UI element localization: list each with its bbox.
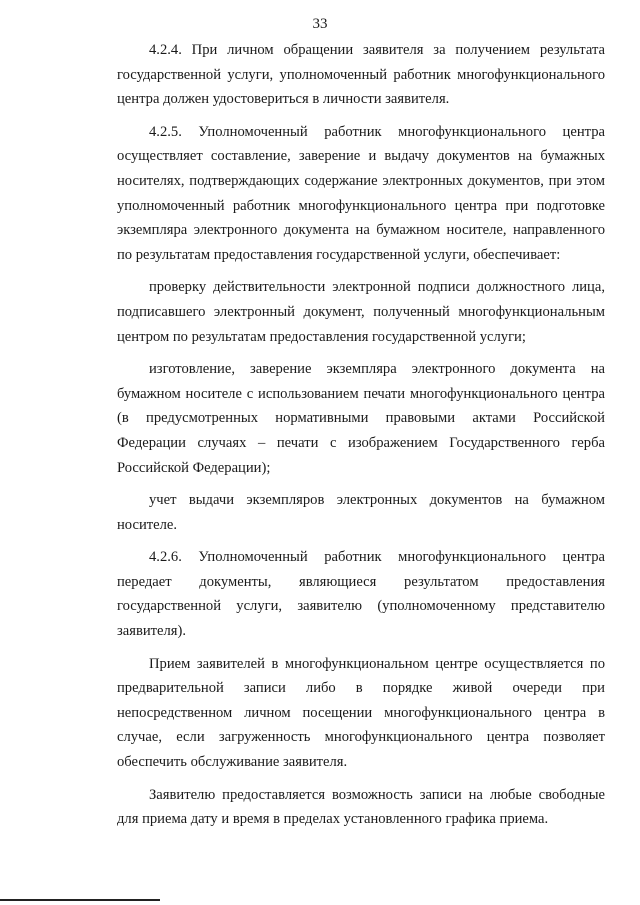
page-number: 33 [312, 16, 328, 32]
paragraph-reception: Прием заявителей в многофункциональном центре осуществляется по предварительной записи либо в порядке живой очереди при непосредственном личном посещении многофункционального центра в случае, если загруженность многофункционального центра позволяет обеспечить обслуживание заявителя. [117, 655, 605, 771]
paragraph-4-2-4: 4.2.4. При личном обращении заявителя за получением результата государственной услуги, уполномоченный работник многофункционального центра должен удостовериться в личности заявителя. [117, 42, 605, 108]
paragraph-4-2-5: 4.2.5. Уполномоченный работник многофункционального центра осуществляет составление, заверение и выдачу документов на бумажных носителях, подтверждающих содержание электронных документов, при этом уполномоченный работник многофункционального центра при подготовке экземпляра электронного документа на бумажном носителе, направленного по результатам предоставления государственной услуги, обеспечивает: [117, 123, 605, 263]
footer-rule [0, 899, 160, 901]
document-body [117, 38, 605, 832]
paragraph-signature-check: проверку действительности электронной подписи должностного лица, подписавшего электронный документ, полученный многофункциональным центром по результатам предоставления государственной услуги; [117, 279, 605, 345]
paragraph-copy-production: изготовление, заверение экземпляра электронного документа на бумажном носителе с использованием печати многофункционального центра (в предусмотренных нормативными правовыми актами Российской Федерации случаях – печати с изображением Государственного герба Российской Федерации); [117, 361, 605, 476]
paragraph-4-2-6: 4.2.6. Уполномоченный работник многофункционального центра передает документы, являющиеся результатом предоставления государственной услуги, заявителю (уполномоченному представителю заявителя). [117, 549, 605, 640]
paragraph-appointment: Заявителю предоставляется возможность записи на любые свободные для приема дату и время в пределах установленного графика приема. [117, 786, 605, 828]
paragraph-copy-accounting: учет выдачи экземпляров электронных документов на бумажном носителе. [117, 492, 605, 533]
